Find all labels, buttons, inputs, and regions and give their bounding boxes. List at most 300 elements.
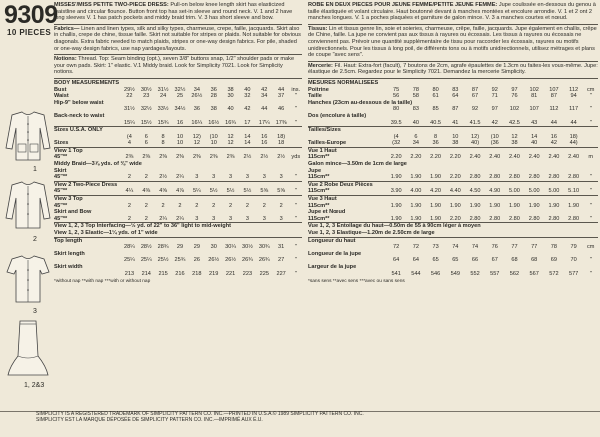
row-label: Vue 1 Haut [308, 147, 598, 154]
row-value: 4.00 [410, 188, 422, 195]
row-value: 44 [278, 86, 285, 93]
row-value: 68 [511, 257, 518, 264]
row-value: 2.80 [528, 215, 540, 222]
row-value: 557 [490, 270, 500, 277]
row-label: Hip-9" below waist [54, 99, 104, 106]
row-value: 1.90 [430, 202, 442, 209]
french-notions-label: Mercerie: [308, 62, 333, 69]
row-value: 3 [212, 174, 216, 181]
row-value: " [589, 174, 592, 181]
row-value: " [589, 270, 592, 277]
row-value: 14 [244, 133, 251, 140]
row-value: 10 [210, 140, 217, 147]
row-value: 1.90 [548, 202, 560, 209]
measurement-row [54, 223, 302, 230]
measurement-row [308, 209, 598, 216]
row-value: 92 [471, 106, 479, 113]
english-notions [54, 56, 302, 76]
row-value: 2.80 [489, 174, 501, 181]
row-value: 67 [491, 257, 498, 264]
french-fabrics-text: Lin et tissus genre lin, soie et soieries, charmeuse, crêpe, faille, jacquards. Jupe également en challis, crêpe de Chine, faille. La jupe ne convient pas aux tissus à rayures ou écossais. Les tissus à rayures ou écossais ne conviennent pas. Prévoir une quantité supplémentaire de tissu pour raccorder les écossais, rayures ou motifs unidirectionnels. Pour les tissus à long poil, de différents tons ou à motifs unidirectionnels, utilisez métrages et plans de coupe "avec sens". [308, 25, 597, 59]
row-value: 4¼ [125, 188, 134, 195]
row-value: 44) [569, 140, 578, 147]
row-value: 76 [511, 93, 518, 100]
row-label: Taille [308, 93, 322, 100]
row-value: 567 [529, 270, 539, 277]
skirt-sketch [6, 318, 50, 378]
row-value: 3 [228, 174, 233, 181]
row-value: 80 [393, 106, 400, 113]
row-value: (10 [209, 133, 218, 140]
row-label [54, 271, 121, 278]
row-value: 2.80 [568, 215, 580, 222]
row-value: 2¼ [176, 174, 184, 181]
row-value: 24 [160, 93, 167, 100]
row-value: 58 [412, 93, 419, 100]
row-value: ins. [291, 86, 301, 93]
row-value: 5⅝ [260, 188, 269, 195]
row-value: 64 [452, 93, 459, 100]
row-value: 28½ [140, 244, 152, 251]
row-value: 38 [210, 106, 217, 113]
row-value: 4⅞ [176, 188, 184, 195]
view-label-2: 2 [33, 236, 37, 243]
measurement-row [308, 251, 598, 258]
row-value: 10 [176, 140, 184, 147]
row-value: 221 [225, 270, 236, 277]
measurement-row [308, 203, 598, 210]
row-value: 68 [531, 257, 538, 264]
row-label [308, 257, 386, 264]
row-value: 1.90 [390, 215, 402, 222]
row-value: 42 [491, 119, 498, 126]
row-value: 65 [432, 257, 439, 264]
row-value: 1.90 [430, 215, 442, 222]
row-value: 30¾ [258, 244, 270, 251]
row-value: 562 [509, 270, 520, 277]
row-value: 1.90 [390, 202, 402, 209]
row-value: 26½ [208, 257, 220, 264]
row-value: " [294, 119, 297, 126]
row-value: 4 [127, 140, 131, 147]
row-value: 8 [434, 133, 438, 140]
measurement-row [54, 93, 302, 100]
row-value: 12) [192, 133, 201, 140]
row-value: 2½ [260, 154, 269, 161]
measurement-row [54, 113, 302, 120]
row-value: 2 [228, 202, 233, 209]
row-value: 41.5 [469, 119, 481, 126]
row-value: 2.80 [489, 215, 501, 222]
row-value: 8 [161, 140, 165, 147]
row-value: 12 [511, 133, 518, 140]
row-value: 552 [470, 270, 480, 277]
row-value: 3.90 [390, 188, 402, 195]
row-value: 2.20 [449, 215, 461, 222]
row-label [308, 106, 386, 113]
row-value: 541 [391, 270, 401, 277]
row-value: 2⅜ [125, 154, 134, 161]
footer-trademark [36, 411, 364, 424]
measurement-row [54, 87, 302, 94]
row-value: 40 [412, 119, 419, 126]
row-value: 56 [393, 93, 400, 100]
row-value [583, 134, 598, 141]
row-value: " [294, 270, 297, 277]
row-value: 5½ [209, 188, 218, 195]
row-value: 34 [412, 140, 419, 147]
row-value: 3 [279, 174, 283, 181]
row-value: 227 [276, 270, 286, 277]
row-value: 218 [192, 270, 202, 277]
row-value: (32 [392, 140, 401, 147]
row-label: Waist [54, 93, 69, 100]
row-value: 3 [262, 215, 266, 222]
english-title: MISSES'/MISS PETITE TWO-PIECE DRESS: [54, 2, 169, 8]
measurement-row [54, 161, 302, 168]
row-value: 38 [452, 140, 459, 147]
row-value: 2.40 [469, 154, 481, 161]
row-label: Poitrine [308, 86, 329, 93]
row-label: Longueur du haut [308, 237, 598, 244]
row-label: 45"** [54, 188, 68, 195]
row-value: (4 [126, 133, 132, 140]
row-value: 23 [143, 93, 150, 100]
measurement-row [308, 223, 598, 230]
row-value: 12 [193, 140, 200, 147]
measurement-row [54, 209, 302, 216]
english-notions-label: Notions: [54, 56, 77, 63]
row-value: 2.80 [509, 174, 520, 181]
row-value: 5⅝ [277, 188, 286, 195]
row-value: 83 [452, 86, 459, 93]
row-value: 25¼ [123, 257, 135, 264]
row-value: 4⅜ [142, 188, 151, 195]
row-label [54, 257, 121, 264]
row-value: 34 [193, 86, 200, 93]
row-label: 115cm** [308, 215, 330, 222]
measurement-row [308, 230, 598, 237]
row-value: 67 [471, 93, 479, 100]
row-value: 64 [393, 257, 400, 264]
row-value: " [294, 93, 297, 100]
row-value: 42 [261, 86, 268, 93]
measurement-row [54, 196, 302, 203]
measurement-row [54, 134, 302, 141]
row-value: 2⅜ [209, 154, 218, 161]
row-value: 29 [193, 244, 200, 251]
row-value: 2.80 [548, 215, 560, 222]
row-value: 32½ [140, 106, 152, 113]
row-value: 72 [412, 244, 419, 251]
row-value: 2.20 [390, 154, 402, 161]
divider [308, 78, 598, 79]
divider [308, 24, 598, 25]
row-value: 78 [412, 86, 419, 93]
row-label: Skirt [54, 167, 67, 174]
row-value: 97 [511, 86, 518, 93]
row-value: 107 [549, 86, 559, 93]
row-value: 1.90 [410, 202, 422, 209]
row-value: 42 [550, 140, 558, 147]
row-value: 26½ [225, 257, 236, 264]
row-value: 2 [144, 174, 148, 181]
measurement-row [308, 113, 598, 120]
row-value [583, 140, 598, 147]
row-value: (36 [490, 140, 499, 147]
measurement-row [54, 100, 302, 107]
row-value: " [294, 244, 297, 251]
view-label-1: 1 [33, 166, 37, 173]
row-value: 15½ [140, 119, 152, 126]
row-value: 577 [568, 270, 579, 277]
row-label: Largeur de la jupe [308, 263, 357, 270]
row-value: " [589, 188, 592, 195]
row-value: 87 [471, 86, 479, 93]
row-value: 32½ [174, 86, 186, 93]
row-value: 2.80 [548, 174, 560, 181]
row-value: 36 [193, 106, 200, 113]
row-label: Skirt width [54, 263, 83, 270]
row-value: 16 [176, 119, 184, 126]
row-value: 102 [529, 86, 539, 93]
row-value: 25½ [157, 257, 169, 264]
row-value: 42 [244, 106, 251, 113]
row-value: 70 [570, 257, 577, 264]
row-value: " [294, 106, 297, 113]
divider [54, 54, 302, 55]
measurement-row [308, 147, 598, 154]
view-label-3: 3 [33, 308, 37, 315]
measurement-row [54, 147, 302, 154]
row-value: 2.80 [469, 174, 481, 181]
english-body-label: BODY MEASUREMENTS [54, 79, 120, 86]
row-value: 34 [261, 93, 268, 100]
view-2-sketch [4, 178, 52, 232]
row-value: 4⅝ [159, 188, 167, 195]
measurement-row [54, 251, 302, 258]
row-value: 15¼ [123, 119, 135, 126]
measurement-row [54, 106, 302, 113]
row-value: 14 [531, 133, 538, 140]
french-description [308, 2, 598, 22]
row-value: cm [587, 86, 595, 93]
row-value: 4.90 [489, 188, 501, 195]
row-value: 40 [531, 140, 538, 147]
row-value: 43 [531, 119, 538, 126]
row-value: " [294, 188, 297, 195]
row-value: 2⅜ [159, 154, 167, 161]
row-value: 17¼ [258, 119, 270, 126]
row-value: 5.10 [568, 188, 580, 195]
row-value: 2.80 [528, 174, 540, 181]
row-label [54, 134, 121, 141]
measurement-row [54, 154, 302, 161]
row-value: " [294, 215, 297, 222]
measurement-row [308, 264, 598, 271]
row-value: 5.00 [548, 188, 560, 195]
row-value: 2 [245, 202, 249, 209]
row-value: 5.00 [509, 188, 520, 195]
measurement-row [308, 134, 598, 141]
view-1-sketch [4, 108, 52, 164]
row-value: 112 [569, 86, 579, 93]
measurement-row [54, 264, 302, 271]
row-value: 38 [227, 86, 234, 93]
row-value: 8 [161, 133, 165, 140]
english-desc-text: Pull-on below knee length skirt has elasticized waistline and circular flounce. Button front top has set-in sleeve and round neck. V. 1 and 2 have long sleeves V. 1 has patch pockets and middy braid trim. V. 3 has short sleeve and bow. [54, 2, 293, 22]
row-value: 78 [550, 244, 558, 251]
row-value: 2 [127, 215, 131, 222]
row-value: 2 [161, 202, 165, 209]
row-value: 80 [432, 86, 439, 93]
row-value: 2½ [243, 154, 252, 161]
row-value: 77 [531, 244, 538, 251]
row-value: 18) [277, 133, 286, 140]
measurement-row [308, 271, 598, 278]
row-value: cm [587, 244, 595, 251]
measurement-row [308, 100, 598, 107]
row-value: 36 [210, 86, 217, 93]
english-fabrics-label: Fabrics— [54, 25, 80, 32]
row-value: 71 [491, 93, 498, 100]
row-value: yds [291, 154, 301, 161]
row-value: 44 [570, 119, 577, 126]
row-value: 2½ [159, 174, 167, 181]
row-label: Jupe et Nœud [308, 209, 346, 216]
measurement-row [308, 188, 598, 195]
row-label: Longueur de la jupe [308, 250, 362, 257]
row-value: 16 [261, 133, 268, 140]
measurement-row [308, 140, 598, 147]
measurement-row [54, 271, 302, 278]
row-value: 2.20 [410, 154, 422, 161]
row-value: 1.90 [430, 174, 442, 181]
row-value: 26 [193, 257, 200, 264]
row-value: 2 [127, 202, 131, 209]
row-value: 2.20 [430, 154, 442, 161]
row-value: 29 [176, 244, 184, 251]
row-value: 40.5 [430, 119, 442, 126]
row-value: 3 [279, 215, 283, 222]
measurement-row [308, 106, 598, 113]
row-value: 3 [195, 215, 199, 222]
row-label: Tailles-Europe [308, 140, 347, 147]
row-value: 215 [158, 270, 168, 277]
row-value: 39.5 [390, 119, 402, 126]
row-value: 81 [531, 93, 538, 100]
row-value: 5¼ [192, 188, 201, 195]
row-value: 25 [176, 93, 184, 100]
row-value: 107 [529, 106, 539, 113]
measurement-row [308, 127, 598, 134]
row-value: 3 [212, 215, 216, 222]
row-label: Dos (encolure à taille) [308, 112, 367, 119]
french-notions-text: Fil. Haut: Extra-fort (facult), 7 boutons de 2cm, agrafe épaulettes de 1.3cm ou faites-les vous-même. Jupe: élastique de 2.5cm. Regardez pour le Simplicity 7021. Demandez la mercerie Simplicity. [308, 62, 598, 76]
measurement-row [54, 140, 302, 147]
row-value: 3 [245, 174, 249, 181]
row-value: 28¾ [157, 244, 169, 251]
row-value: 30 [227, 93, 234, 100]
measurement-row [308, 244, 598, 251]
row-value: 3 [195, 174, 199, 181]
row-value: 5½ [226, 188, 235, 195]
row-label: 45"** [54, 174, 68, 181]
row-value: 31 [278, 244, 285, 251]
row-value: 3 [262, 174, 266, 181]
french-column [308, 2, 598, 286]
row-value: 12 [227, 133, 234, 140]
row-label: Sizes [54, 140, 69, 147]
measurement-row [308, 181, 598, 188]
row-value: 12 [227, 140, 234, 147]
row-value: 216 [175, 270, 185, 277]
row-label [308, 120, 386, 127]
row-value: 2.40 [548, 154, 560, 161]
row-label: Vue 1, 2, 3 Entoilage du haut—0.50m de 55 à 90cm léger à moyen [308, 223, 598, 230]
measurement-row [54, 257, 302, 264]
french-fabrics [308, 26, 598, 59]
english-description [54, 2, 302, 22]
row-value: 2¼ [159, 215, 167, 222]
row-value: 2.40 [528, 154, 540, 161]
divider [308, 61, 598, 62]
row-value: 38 [511, 140, 518, 147]
row-value: " [589, 93, 592, 100]
row-value: 72 [393, 244, 400, 251]
row-value: 29½ [123, 86, 135, 93]
french-fabrics-label: Tissus: [308, 25, 328, 32]
row-value: 6 [144, 133, 148, 140]
measurement-row [54, 168, 302, 175]
row-label [308, 271, 386, 278]
row-label [54, 106, 121, 113]
row-value: " [294, 174, 297, 181]
row-value: 5½ [243, 188, 252, 195]
row-value: 42.5 [509, 119, 520, 126]
measurement-row [308, 161, 598, 168]
row-value: 85 [432, 106, 439, 113]
row-value: 26¾ [258, 257, 270, 264]
row-value: 2.80 [509, 215, 520, 222]
row-label: Galon mince—3.50m de 1cm de large [308, 161, 407, 168]
row-value: 75 [393, 86, 400, 93]
french-notions [308, 63, 598, 76]
row-value: " [294, 257, 297, 264]
row-value: " [589, 119, 592, 126]
row-label: Tailles/Sizes [308, 127, 598, 134]
row-value: 549 [450, 270, 460, 277]
row-value: 1.90 [528, 202, 540, 209]
row-value: 46 [278, 106, 285, 113]
footer-line-1: SIMPLICITY IS A REGISTERED TRADEMARK OF SIMPLICITY PATTERN CO. INC.—PRINTED IN U.S.A.© 1989 SIMPLICITY PATTERN CO. INC. [36, 411, 364, 417]
row-value: 2.20 [449, 154, 461, 161]
row-label: 115cm** [308, 154, 330, 161]
row-label: Vue 1, 2, 3 Elastique—1.20m de 2.50cm de large [308, 230, 435, 236]
row-value: 44 [261, 106, 268, 113]
row-value: 2½ [277, 154, 286, 161]
row-value: 2⅜ [142, 154, 151, 161]
measurement-row [54, 237, 302, 244]
row-value: 117 [569, 106, 579, 113]
row-value: 214 [141, 270, 151, 277]
row-value: 2.40 [568, 154, 580, 161]
row-value: 76 [491, 244, 498, 251]
row-value: m [588, 154, 594, 161]
row-value: 69 [550, 257, 558, 264]
row-value: 77 [511, 244, 518, 251]
row-value: 2.40 [489, 154, 501, 161]
